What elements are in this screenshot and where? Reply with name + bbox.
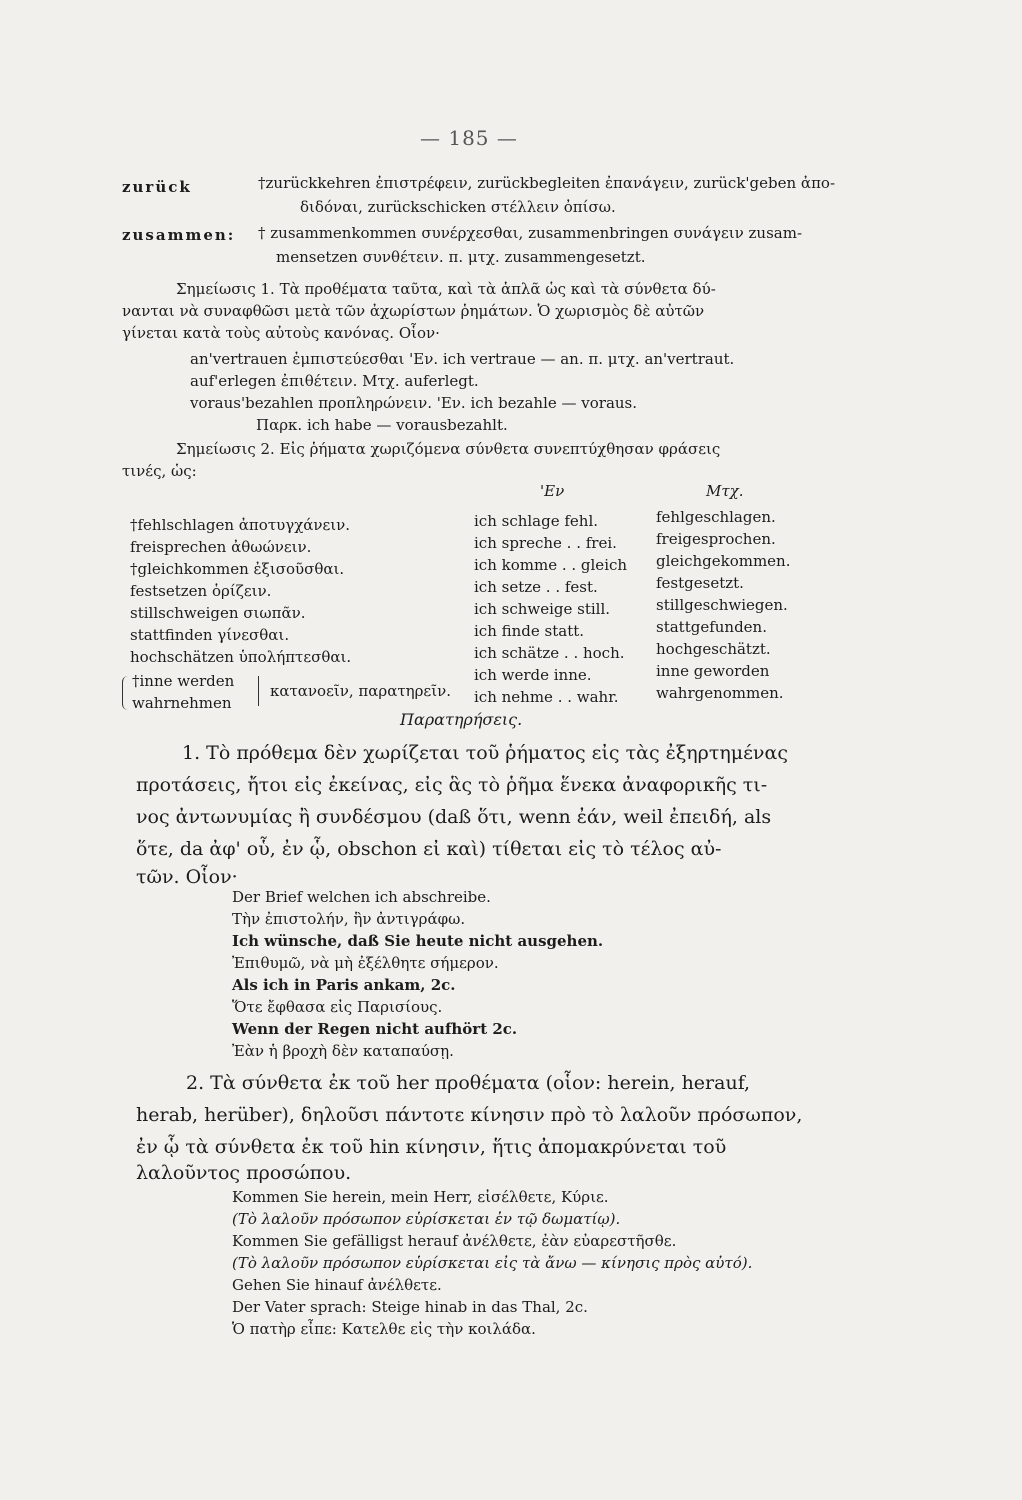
note2-line-2: τινές, ὡς: — [122, 462, 197, 480]
table-cell-participle: freigesprochen. — [656, 530, 776, 548]
table-cell-present: ich setze . . fest. — [474, 578, 598, 596]
table-cell-participle: inne geworden — [656, 662, 770, 680]
table-cell-present: ich komme . . gleich — [474, 556, 628, 574]
zuruck-line-1: †zurückkehren ἐπιστρέφειν, zurückbegleiten ἐπανάγειν, zurück'geben ἀπο- — [258, 174, 836, 192]
remark1-line-1: 1. Τὸ πρόθεμα δὲν χωρίζεται τοῦ ῥήματος εἰς τὰς ἐξηρτημένας — [182, 742, 788, 764]
table-cell-infinitive: stattfinden γίνεσθαι. — [130, 626, 290, 644]
prefix-label-zusammen: zusammen: — [122, 226, 236, 244]
table-cell-present: ich schätze . . hoch. — [474, 644, 625, 662]
remark2-line-4: λαλοῦντος προσώπου. — [136, 1162, 352, 1184]
table-cell-infinitive: †inne werden — [132, 672, 235, 690]
remark1-example: Ἐὰν ἡ βροχὴ δὲν καταπαύσῃ. — [232, 1042, 454, 1060]
remark1-example: Der Brief welchen ich abschreibe. — [232, 888, 491, 906]
table-cell-participle: gleichgekommen. — [656, 552, 791, 570]
table-cell-infinitive: stillschweigen σιωπᾶν. — [130, 604, 306, 622]
note2-line-1: Σημείωσις 2. Εἰς ῥήματα χωριζόμενα σύνθετα συνεπτύχθησαν φράσεις — [176, 440, 721, 458]
prefix-label-zuruck: zurück — [122, 178, 192, 196]
remark2-example: Kommen Sie gefälligst herauf ἀνέλθετε, ἐὰν εὐαρεστῆσθε. — [232, 1232, 677, 1250]
brace-right — [258, 676, 265, 706]
remarks-heading: Παρατηρήσεις. — [400, 710, 523, 729]
column-header-participle: Μτχ. — [706, 482, 744, 500]
table-cell-participle: wahrgenommen. — [656, 684, 784, 702]
note1-example-2: auf'erlegen ἐπιθέτειν. Μτχ. auferlegt. — [190, 372, 479, 390]
table-cell-participle: hochgeschätzt. — [656, 640, 771, 658]
table-cell-infinitive: †gleichkommen ἐξισοῦσθαι. — [130, 560, 345, 578]
table-cell-participle: stillgeschwiegen. — [656, 596, 788, 614]
note1-example-1: an'vertrauen ἐμπιστεύεσθαι 'Εν. ich vertraue — an. π. μτχ. an'vertraut. — [190, 350, 735, 368]
brace-translation: κατανοεῖν, παρατηρεῖν. — [270, 682, 451, 700]
table-cell-participle: festgesetzt. — [656, 574, 744, 592]
note1-example-3: voraus'bezahlen προπληρώνειν. 'Εν. ich bezahle — voraus. — [190, 394, 638, 412]
table-cell-present: ich spreche . . frei. — [474, 534, 617, 552]
remark2-example: Kommen Sie herein, mein Herr, εἰσέλθετε, Κύριε. — [232, 1188, 609, 1206]
remark2-example: (Τὸ λαλοῦν πρόσωπον εὑρίσκεται εἰς τὰ ἄνω — κίνησις πρὸς αὐτό). — [232, 1254, 753, 1272]
remark2-line-3: ἐν ᾧ τὰ σύνθετα ἐκ τοῦ hin κίνησιν, ἥτις ἀπομακρύνεται τοῦ — [136, 1136, 727, 1158]
brace — [122, 676, 131, 710]
column-header-present: 'Εν — [540, 482, 565, 500]
table-cell-infinitive: festsetzen ὁρίζειν. — [130, 582, 272, 600]
remark1-example: Wenn der Regen nicht aufhört 2c. — [232, 1020, 518, 1038]
remark2-line-2: herab, herüber), δηλοῦσι πάντοτε κίνησιν πρὸ τὸ λαλοῦν πρόσωπον, — [136, 1104, 803, 1126]
table-cell-present: ich werde inne. — [474, 666, 592, 684]
remark2-example: Ὁ πατὴρ εἶπε: Κατελθε εἰς τὴν κοιλάδα. — [232, 1320, 536, 1338]
remark1-example: Τὴν ἐπιστολήν, ἣν ἀντιγράφω. — [232, 910, 466, 928]
remark2-example: Der Vater sprach: Steige hinab in das Thal, 2c. — [232, 1298, 588, 1316]
note1-line-3: γίνεται κατὰ τοὺς αὐτοὺς κανόνας. Οἷον· — [122, 324, 440, 342]
zusammen-line-1: † zusammenkommen συνέρχεσθαι, zusammenbringen συνάγειν zusam- — [258, 224, 803, 242]
remark2-line-1: 2. Τὰ σύνθετα ἐκ τοῦ her προθέματα (οἷον: herein, herauf, — [186, 1072, 751, 1094]
remark2-example: Gehen Sie hinauf ἀνέλθετε. — [232, 1276, 442, 1294]
remark1-example: Als ich in Paris ankam, 2c. — [232, 976, 456, 994]
remark1-line-4: ὅτε, da ἀφ' οὗ, ἐν ᾧ, obschon εἰ καὶ) τίθεται εἰς τὸ τέλος αὐ- — [136, 838, 722, 860]
table-cell-present: ich nehme . . wahr. — [474, 688, 619, 706]
zusammen-line-2: mensetzen συνθέτειν. π. μτχ. zusammengesetzt. — [276, 248, 646, 266]
remark1-example: Ich wünsche, daß Sie heute nicht ausgehen. — [232, 932, 604, 950]
note1-example-4: Παρκ. ich habe — vorausbezahlt. — [256, 416, 508, 434]
page-number: — 185 — — [420, 126, 518, 150]
remark1-line-3: νος ἀντωνυμίας ἢ συνδέσμου (daß ὅτι, wenn ἐάν, weil ἐπειδή, als — [136, 806, 772, 828]
table-cell-participle: stattgefunden. — [656, 618, 767, 636]
table-cell-present: ich finde statt. — [474, 622, 585, 640]
note1-line-1: Σημείωσις 1. Τὰ προθέματα ταῦτα, καὶ τὰ ἁπλᾶ ὡς καὶ τὰ σύνθετα δύ- — [176, 280, 716, 298]
remark1-example: Ὅτε ἔφθασα εἰς Παρισίους. — [232, 998, 443, 1016]
table-cell-infinitive: wahrnehmen — [132, 694, 232, 712]
table-cell-present: ich schlage fehl. — [474, 512, 599, 530]
table-cell-infinitive: hochschätzen ὑπολήπτεσθαι. — [130, 648, 352, 666]
table-cell-participle: fehlgeschlagen. — [656, 508, 776, 526]
table-cell-infinitive: †fehlschlagen ἀποτυγχάνειν. — [130, 516, 351, 534]
remark2-example: (Τὸ λαλοῦν πρόσωπον εὑρίσκεται ἐν τῷ δωματίῳ). — [232, 1210, 621, 1228]
zuruck-line-2: διδόναι, zurückschicken στέλλειν ὀπίσω. — [300, 198, 616, 216]
note1-line-2: νανται νὰ συναφθῶσι μετὰ τῶν ἀχωρίστων ῥημάτων. Ὁ χωρισμὸς δὲ αὐτῶν — [122, 302, 705, 320]
table-cell-present: ich schweige still. — [474, 600, 611, 618]
table-cell-infinitive: freisprechen ἀθωώνειν. — [130, 538, 312, 556]
remark1-line-5: τῶν. Οἷον· — [136, 866, 238, 888]
remark1-example: Ἐπιθυμῶ, νὰ μὴ ἐξέλθητε σήμερον. — [232, 954, 499, 972]
remark1-line-2: προτάσεις, ἤτοι εἰς ἐκείνας, εἰς ἃς τὸ ῥῆμα ἕνεκα ἀναφορικῆς τι- — [136, 774, 768, 796]
